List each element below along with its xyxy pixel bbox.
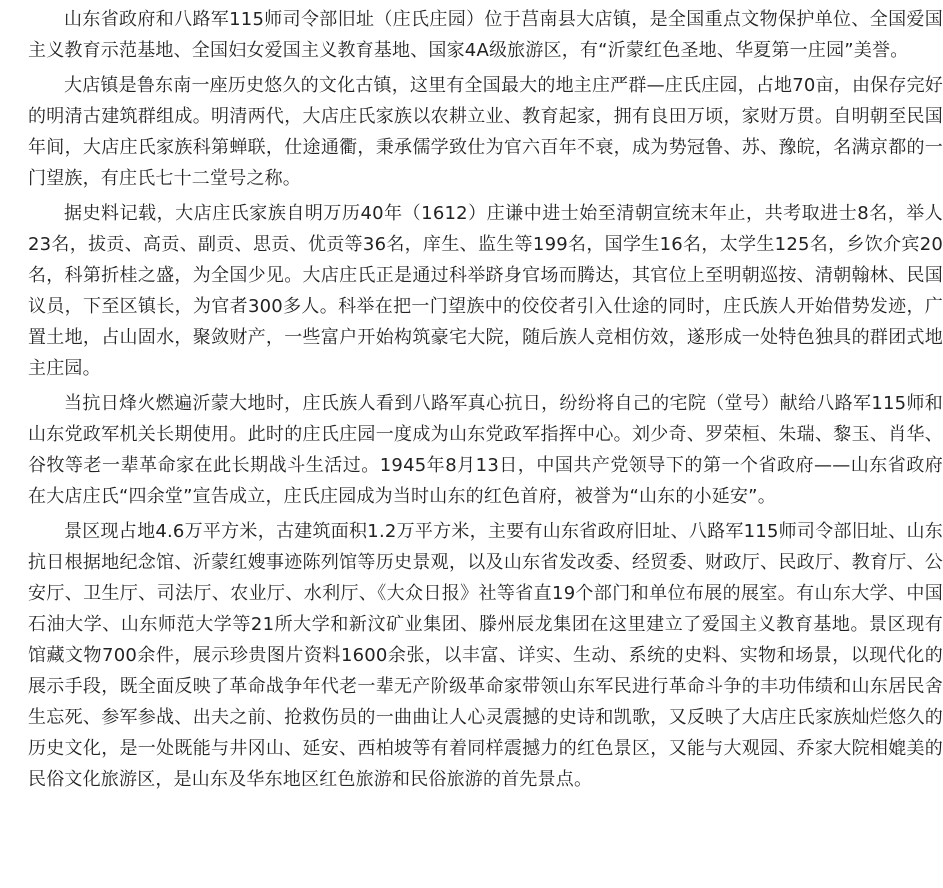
paragraph-dadian-town: 大店镇是鲁东南一座历史悠久的文化古镇，这里有全国最大的地主庄严群—庄氏庄园，占地70亩，由保存完好的明清古建筑群组成。明清两代，大店庄氏家族以农耕立业、教育起家，拥有良田万顷，家财万贯。自明朝至民国年间，大店庄氏家族科第蝉联，仕途通衢，秉承儒学致仕为官六百年不衰，成为势冠鲁、苏、豫皖，名满京都的一门望族，有庄氏七十二堂号之称。	[28, 75, 943, 189]
paragraph-historical-records: 据史料记载，大店庄氏家族自明万历40年（1612）庄谦中进士始至清朝宣统末年止，共考取进士8名，举人23名，拔贡、高贡、副贡、思贡、优贡等36名，庠生、监生等199名，国学生16名，太学生125名，乡饮介宾20名，科第折桂之盛，为全国少见。大店庄氏正是通过科举跻身官场而腾达，其官位上至明朝巡按、清朝翰林、民国议员，下至区镇长，为官者300多人。科举在把一门望族中的佼佼者引入仕途的同时，庄氏族人开始借势发迹，广置土地，占山固水，聚敛财产，一些富户开始构筑豪宅大院，随后族人竞相仿效，遂形成一处特色独具的群团式地主庄园。	[28, 203, 943, 379]
paragraph-scenic-area: 景区现占地4.6万平方米，古建筑面积1.2万平方米，主要有山东省政府旧址、八路军115师司令部旧址、山东抗日根据地纪念馆、沂蒙红嫂事迹陈列馆等历史景观，以及山东省发改委、经贸委、财政厅、民政厅、教育厅、公安厅、卫生厅、司法厅、农业厅、水利厅、《大众日报》社等省直19个部门和单位布展的展室。有山东大学、中国石油大学、山东师范大学等21所大学和新汶矿业集团、滕州辰龙集团在这里建立了爱国主义教育基地。景区现有馆藏文物700余件，展示珍贵图片资料1600余张，以丰富、详实、生动、系统的史料、实物和场景，以现代化的展示手段，既全面反映了革命战争年代老一辈无产阶级革命家带领山东军民进行革命斗争的丰功伟绩和山东居民舍生忘死、参军参战、出夫之前、抢救伤员的一曲曲让人心灵震撼的史诗和凯歌，又反映了大店庄氏家族灿烂悠久的历史文化，是一处既能与井冈山、延安、西柏坡等有着同样震撼力的红色景区，又能与大观园、乔家大院相媲美的民俗文化旅游区，是山东及华东地区红色旅游和民俗旅游的首先景点。	[28, 521, 943, 790]
paragraph-anti-japanese-war: 当抗日烽火燃遍沂蒙大地时，庄氏族人看到八路军真心抗日，纷纷将自己的宅院（堂号）献给八路军115师和山东党政军机关长期使用。此时的庄氏庄园一度成为山东党政军指挥中心。刘少奇、罗荣桓、朱瑞、黎玉、肖华、谷牧等老一辈革命家在此长期战斗生活过。1945年8月13日，中国共产党领导下的第一个省政府——山东省政府在大店庄氏“四余堂”宣告成立，庄氏庄园成为当时山东的红色首府，被誉为“山东的小延安”。	[28, 393, 943, 507]
paragraph-intro: 山东省政府和八路军115师司令部旧址（庄氏庄园）位于莒南县大店镇，是全国重点文物保护单位、全国爱国主义教育示范基地、全国妇女爱国主义教育基地、国家4A级旅游区，有“沂蒙红色圣地、华夏第一庄园”美誉。	[28, 9, 943, 61]
